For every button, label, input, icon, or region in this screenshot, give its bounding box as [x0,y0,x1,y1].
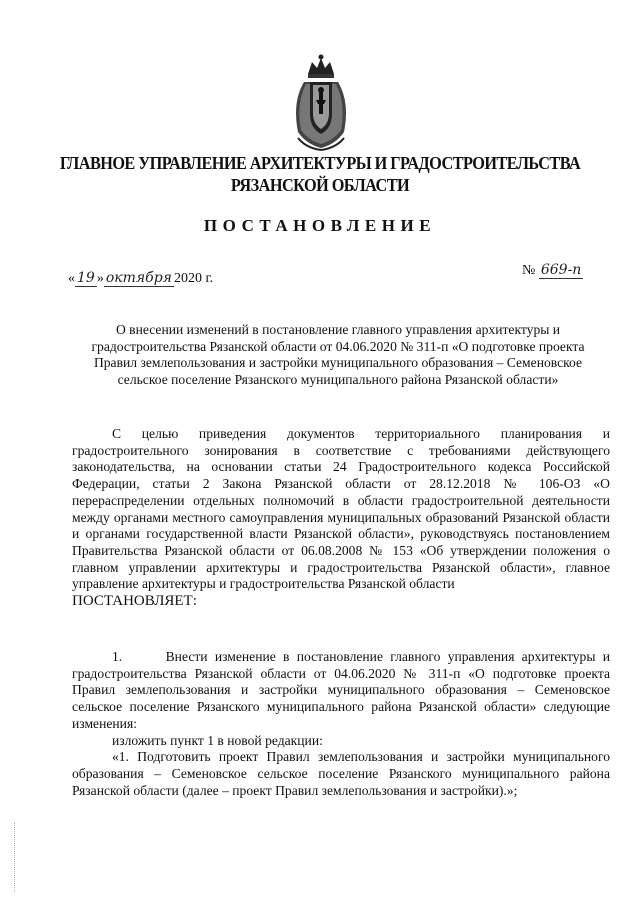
document-date [68,270,213,287]
document-type-title: ПОСТАНОВЛЕНИЕ [203,216,437,235]
number-sign: № [522,263,536,278]
preamble-block [72,426,610,610]
date-day: 19 [77,270,95,286]
scan-margin-mark [14,822,17,892]
preamble-paragraph: С целью приведения документов территориального планирования и градостроительного зонирования в соответствие с требованиями действующего законодательства, на основании статьи 24 Градостроительного кодекса Российской Федерации, статьи 2 Закона Рязанской области от 28.12.2018 № 106-ОЗ «О перераспределении отдельных полномочий в области градостроительной деятельности между органами местного самоуправления муниципальных образований Рязанской области и органами государственной власти Рязанской области», руководствуясь постановлением Правительства Рязанской области от 06.08.2008 № 153 «Об утверждении положения о главном управлении архитектуры и градостроительства Рязанской области», главное управление архитектуры и градостроительства Рязанской области [72,426,610,592]
date-month: октября [105,270,172,286]
item-1-subclause: изложить пункт 1 в новой редакции: [112,732,323,748]
organization-line-1: ГЛАВНОЕ УПРАВЛЕНИЕ АРХИТЕКТУРЫ И ГРАДОСТРОИТЕЛЬСТВА [59,153,581,173]
date-close-quote: » [96,271,104,286]
document-number [522,262,583,279]
organization-name [60,152,581,196]
document-subject: О внесении изменений в постановление главного управления архитектуры и градостроительства Рязанской области от 04.06.2020 № 311-п «О подготовке проекта Правил землепользования и застройки муниципального образования – Семеновское сельское поселение Рязанского муниципального района Рязанской области» [91,322,585,387]
coat-of-arms-emblem [286,52,356,152]
item-1-quoted-text: «1. Подготовить проект Правил землепользования и застройки муниципального образования – Семеновское сельское поселение Рязанского муниципального района Рязанской области (далее – проект Правил землепользования и застройки).»; [72,749,610,798]
resolves-heading: ПОСТАНОВЛЯЕТ: [72,593,197,610]
organization-line-2: РЯЗАНСКОЙ ОБЛАСТИ [230,175,410,195]
item-1-paragraph: 1. Внести изменение в постановление главного управления архитектуры и градостроительства Рязанской области от 04.06.2020 № 311-п «О подготовке проекта Правил землепользования и застройки муниципального образования – Семеновское сельское поселение Рязанского муниципального района Рязанской области» следующие изменения: [72,649,610,731]
number-value: 669-п [540,262,582,278]
items-block [72,649,610,799]
date-open-quote: « [68,271,75,286]
date-year: 2020 г. [173,271,214,286]
